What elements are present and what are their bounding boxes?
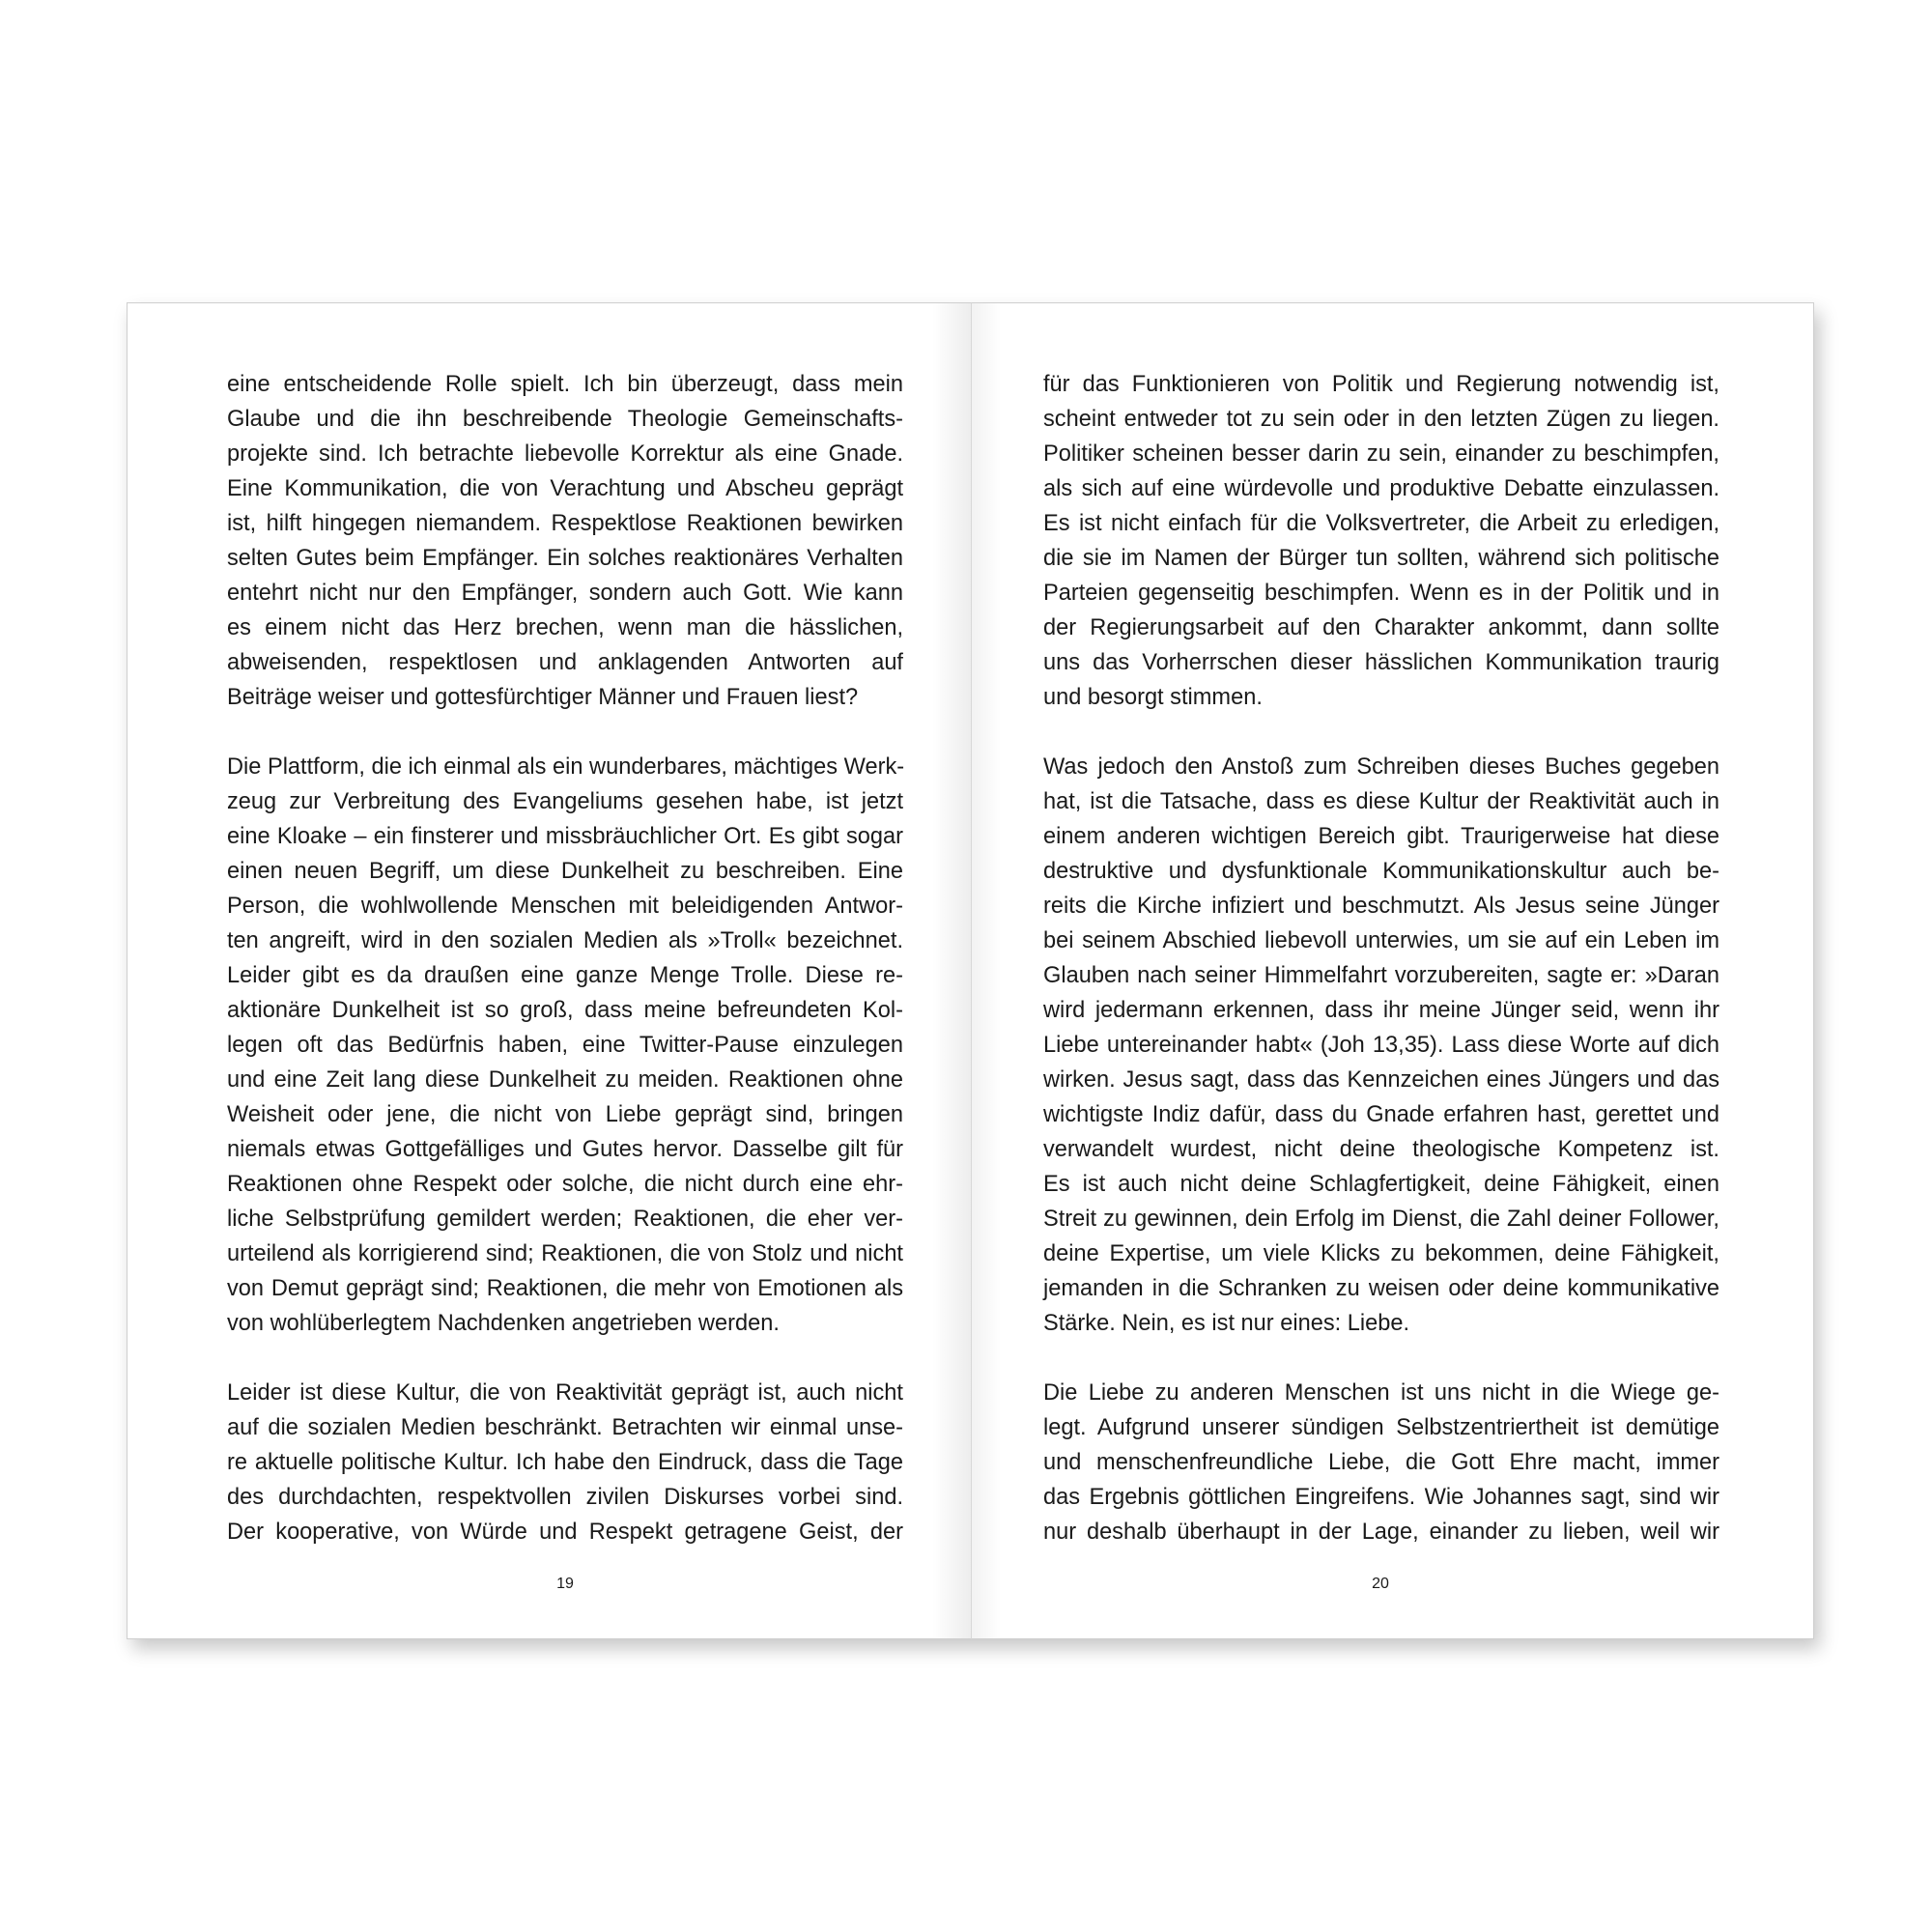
text-line: einen neuen Begriff, um diese Dunkelheit zu beschreiben. Eine <box>227 859 903 884</box>
text-line: zeug zur Verbreitung des Evangeliums gesehen habe, ist jetzt <box>227 789 903 814</box>
text-line: Leider gibt es da draußen eine ganze Menge Trolle. Diese re- <box>227 963 903 988</box>
text-line: die sie im Namen der Bürger tun sollten, während sich politische <box>1043 546 1719 571</box>
text-line: Was jedoch den Anstoß zum Schreiben dieses Buches gegeben <box>1043 754 1719 780</box>
text-line: und menschenfreundliche Liebe, die Gott Ehre macht, immer <box>1043 1450 1719 1475</box>
text-line: wirken. Jesus sagt, dass das Kennzeichen eines Jüngers und das <box>1043 1067 1719 1093</box>
text-line: auf die sozialen Medien beschränkt. Betrachten wir einmal unse- <box>227 1415 903 1440</box>
paragraph-gap <box>1043 715 1719 750</box>
text-line: niemals etwas Gottgefälliges und Gutes hervor. Dasselbe gilt für <box>227 1137 903 1162</box>
text-line: Glauben nach seiner Himmelfahrt vorzubereiten, sagte er: »Daran <box>1043 963 1719 988</box>
page-number-right: 20 <box>1372 1576 1389 1592</box>
page-number-left: 19 <box>556 1576 574 1592</box>
text-line: selten Gutes beim Empfänger. Ein solches reaktionäres Verhalten <box>227 546 903 571</box>
text-line: als sich auf eine würdevolle und produktive Debatte einzulassen. <box>1043 476 1719 501</box>
left-page <box>127 302 971 1639</box>
text-line: es einem nicht das Herz brechen, wenn man die hässlichen, <box>227 615 903 640</box>
text-line: wichtigste Indiz dafür, dass du Gnade erfahren hast, gerettet und <box>1043 1102 1719 1127</box>
text-line: re aktuelle politische Kultur. Ich habe den Eindruck, dass die Tage <box>227 1450 903 1475</box>
text-line: Stärke. Nein, es ist nur eines: Liebe. <box>1043 1311 1410 1336</box>
text-line: der Regierungsarbeit auf den Charakter ankommt, dann sollte <box>1043 615 1719 640</box>
text-line: Politiker scheinen besser darin zu sein, einander zu beschimpfen, <box>1043 441 1719 467</box>
text-line: Der kooperative, von Würde und Respekt getragene Geist, der <box>227 1520 903 1545</box>
text-line: Leider ist diese Kultur, die von Reaktivität geprägt ist, auch nicht <box>227 1380 903 1406</box>
text-line: scheint entweder tot zu sein oder in den letzten Zügen zu liegen. <box>1043 407 1719 432</box>
text-line: Eine Kommunikation, die von Verachtung und Abscheu geprägt <box>227 476 903 501</box>
right-page-text <box>1043 367 1719 1549</box>
text-line: projekte sind. Ich betrachte liebevolle Korrektur als eine Gnade. <box>227 441 903 467</box>
text-line: Beiträge weiser und gottesfürchtiger Männer und Frauen liest? <box>227 685 859 710</box>
right-page <box>971 302 1814 1639</box>
text-line: Die Plattform, die ich einmal als ein wunderbares, mächtiges Werk- <box>227 754 905 780</box>
text-line: legt. Aufgrund unserer sündigen Selbstzentriertheit ist demütige <box>1043 1415 1719 1440</box>
text-line: uns das Vorherrschen dieser hässlichen Kommunikation traurig <box>1043 650 1719 675</box>
text-line: Weisheit oder jene, die nicht von Liebe geprägt sind, bringen <box>227 1102 903 1127</box>
text-line: aktionäre Dunkelheit ist so groß, dass meine befreundeten Kol- <box>227 998 903 1023</box>
text-line: destruktive und dysfunktionale Kommunikationskultur auch be- <box>1043 859 1719 884</box>
text-line: legen oft das Bedürfnis haben, eine Twitter-Pause einzulegen <box>227 1033 903 1058</box>
text-line: entehrt nicht nur den Empfänger, sondern auch Gott. Wie kann <box>227 581 903 606</box>
text-line: wird jedermann erkennen, dass ihr meine Jünger seid, wenn ihr <box>1043 998 1719 1023</box>
text-line: urteilend als korrigierend sind; Reaktionen, die von Stolz und nicht <box>227 1241 903 1266</box>
paragraph-gap <box>1043 1341 1719 1376</box>
paragraph <box>227 1376 903 1549</box>
text-line: Liebe untereinander habt« (Joh 13,35). Lass diese Worte auf dich <box>1043 1033 1719 1058</box>
text-line: Die Liebe zu anderen Menschen ist uns nicht in die Wiege ge- <box>1043 1380 1719 1406</box>
text-line: das Ergebnis göttlichen Eingreifens. Wie Johannes sagt, sind wir <box>1043 1485 1719 1510</box>
text-line: für das Funktionieren von Politik und Regierung notwendig ist, <box>1043 372 1719 397</box>
book-spread <box>127 302 1814 1639</box>
paragraph <box>1043 1376 1719 1549</box>
text-line: eine entscheidende Rolle spielt. Ich bin überzeugt, dass mein <box>227 372 903 397</box>
text-line: Es ist nicht einfach für die Volksvertreter, die Arbeit zu erledigen, <box>1043 511 1719 536</box>
paragraph-gap <box>227 715 903 750</box>
text-line: reits die Kirche infiziert und beschmutzt. Als Jesus seine Jünger <box>1043 894 1719 919</box>
paragraph-gap <box>227 1341 903 1376</box>
text-line: Parteien gegenseitig beschimpfen. Wenn es in der Politik und in <box>1043 581 1719 606</box>
text-line: verwandelt wurdest, nicht deine theologische Kompetenz ist. <box>1043 1137 1719 1162</box>
text-line: ten angreift, wird in den sozialen Medien als »Troll« bezeichnet. <box>227 928 903 953</box>
text-line: abweisenden, respektlosen und anklagenden Antworten auf <box>227 650 903 675</box>
text-line: Es ist auch nicht deine Schlagfertigkeit, deine Fähigkeit, einen <box>1043 1172 1719 1197</box>
text-line: einem anderen wichtigen Bereich gibt. Traurigerweise hat diese <box>1043 824 1719 849</box>
text-line: von Demut geprägt sind; Reaktionen, die mehr von Emotionen als <box>227 1276 903 1301</box>
text-line: hat, ist die Tatsache, dass es diese Kultur der Reaktivität auch in <box>1043 789 1719 814</box>
text-line: von wohlüberlegtem Nachdenken angetrieben werden. <box>227 1311 780 1336</box>
paragraph <box>227 367 903 715</box>
text-line: ist, hilft hingegen niemandem. Respektlose Reaktionen bewirken <box>227 511 903 536</box>
text-line: bei seinem Abschied liebevoll unterwies, um sie auf ein Leben im <box>1043 928 1719 953</box>
text-line: und besorgt stimmen. <box>1043 685 1263 710</box>
text-line: Glaube und die ihn beschreibende Theologie Gemeinschafts- <box>227 407 903 432</box>
text-line: jemanden in die Schranken zu weisen oder deine kommunikative <box>1043 1276 1719 1301</box>
text-line: Reaktionen ohne Respekt oder solche, die nicht durch eine ehr- <box>227 1172 903 1197</box>
left-page-text <box>227 367 903 1549</box>
text-line: und eine Zeit lang diese Dunkelheit zu meiden. Reaktionen ohne <box>227 1067 903 1093</box>
paragraph <box>1043 367 1719 715</box>
paragraph <box>1043 750 1719 1341</box>
paragraph <box>227 750 903 1341</box>
text-line: deine Expertise, um viele Klicks zu bekommen, deine Fähigkeit, <box>1043 1241 1719 1266</box>
text-line: Person, die wohlwollende Menschen mit beleidigenden Antwor- <box>227 894 903 919</box>
text-line: des durchdachten, respektvollen zivilen Diskurses vorbei sind. <box>227 1485 903 1510</box>
text-line: nur deshalb überhaupt in der Lage, einander zu lieben, weil wir <box>1043 1520 1719 1545</box>
text-line: liche Selbstprüfung gemildert werden; Reaktionen, die eher ver- <box>227 1207 903 1232</box>
text-line: Streit zu gewinnen, dein Erfolg im Dienst, die Zahl deiner Follower, <box>1043 1207 1719 1232</box>
text-line: eine Kloake – ein finsterer und missbräuchlicher Ort. Es gibt sogar <box>227 824 903 849</box>
